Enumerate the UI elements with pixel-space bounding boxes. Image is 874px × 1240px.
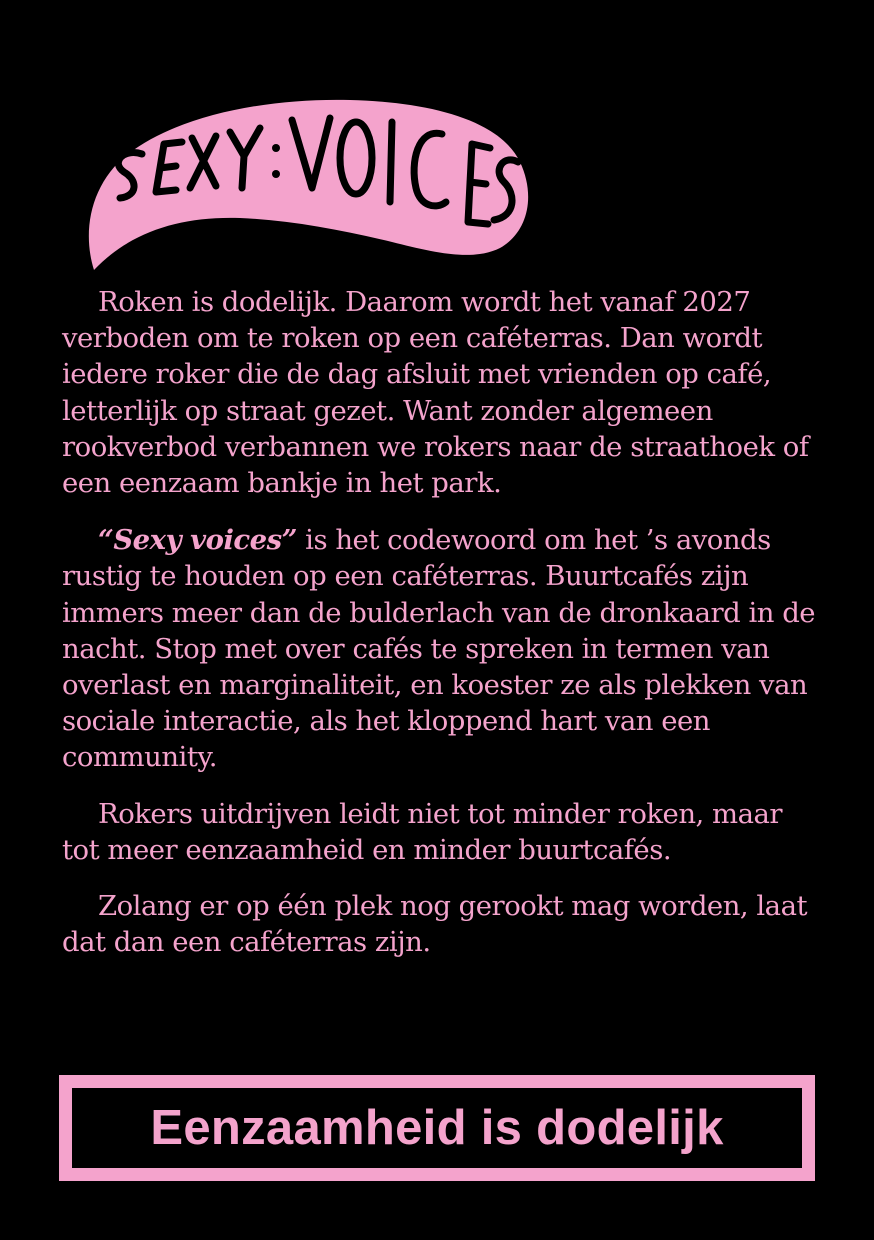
body-text xyxy=(62,284,822,978)
paragraph-3 xyxy=(62,796,822,868)
paragraph-2-emphasis: “Sexy voices” xyxy=(98,524,297,557)
sexy-voices-logo xyxy=(80,92,540,282)
paragraph-3-text: Rokers uitdrijven leidt niet tot minder roken, maar tot meer eenzaamheid en minder buurtcafés. xyxy=(62,797,783,866)
paragraph-2 xyxy=(62,522,822,775)
paragraph-1 xyxy=(62,284,822,501)
slogan-text: Eenzaamheid is dodelijk xyxy=(150,1101,724,1155)
paragraph-4 xyxy=(62,888,822,960)
slogan-banner-inner xyxy=(72,1088,802,1168)
paragraph-4-text: Zolang er op één plek nog gerookt mag worden, laat dat dan een caféterras zijn. xyxy=(62,890,808,959)
paragraph-2-text: is het codewoord om het ’s avonds rustig te houden op een caféterras. Buurtcafés zijn immers meer dan de bulderlach van de dronkaard in de nacht. Stop met over cafés te spreken in termen van overlast en marginaliteit, en koester ze als plekken van sociale interactie, als het kloppend hart van een community. xyxy=(62,524,816,774)
logo-graphic xyxy=(80,92,540,282)
slogan-banner xyxy=(59,1075,815,1181)
paragraph-1-text: Roken is dodelijk. Daarom wordt het vanaf 2027 verboden om te roken op een caféterras. Dan wordt iedere roker die de dag afsluit met vrienden op café, letterlijk op straat gezet. Want zonder algemeen rookverbod verbannen we rokers naar de straathoek of een eenzaam bankje in het park. xyxy=(62,286,809,500)
